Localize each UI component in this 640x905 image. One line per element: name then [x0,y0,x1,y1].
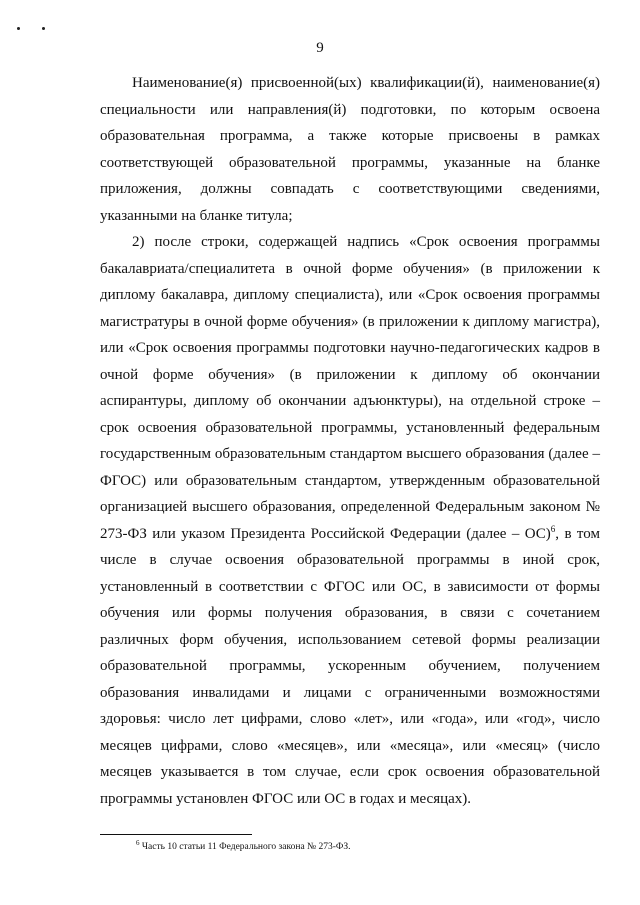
paragraph-qualification-names: Наименование(я) присвоенной(ых) квалификации(й), наименование(я) специальности или направления(й) подготовки, по которым освоена образовательная программа, а также которые присвоены в рамках соответствующей образовательной программы, указанные на бланке приложения, должны совпадать с соответствующими сведениями, указанными на бланке титула; [100,75,600,224]
document-body [100,70,600,812]
footnote-text: Часть 10 статьи 11 Федерального закона № 273-ФЗ. [139,842,351,852]
page-number: 9 [316,40,324,56]
footnote-divider [100,834,252,835]
footnote [136,838,351,853]
footnote-reference[interactable]: 6 [550,523,556,534]
scan-artifact-dot [17,27,20,30]
paragraph-text-before-ref: 2) после строки, содержащей надпись «Срок освоения программы бакалавриата/специалитета в очной форме обучения» (в приложении к диплому бакалавра, диплому специалиста), или «Срок освоения программы магистратуры в очной форме обучения» (в приложении к диплому магистра), или «Срок освоения программы подготовки научно-педагогических кадров в очной форме обучения» (в приложении к диплому об окончании аспирантуры, диплому об окончании адъюнктуры), на отдельной строке – срок освоения образовательной программы, установленный федеральным государственным образовательным стандартом высшего образования (далее – ФГОС) или образовательным стандартом, утвержденным образовательной организацией высшего образования, определенной Федеральным законом № 273-ФЗ или указом Президента Российской Федерации (далее – ОС) [100,234,600,542]
footnote-number: 6 [136,838,140,847]
paragraph-text-after-ref: , в том числе в случае освоения образовательной программы в иной срок, установленный в соответствии с ФГОС или ОС, в зависимости от формы обучения или формы получения образования, в связи с сочетанием различных форм обучения, использованием сетевой формы реализации образовательной программы, ускоренным обучением, получением образования инвалидами и лицами с ограниченными возможностями здоровья: число лет цифрами, слово «лет», или «года», или «год», число месяцев цифрами, слово «месяцев», или «месяца», или «месяц» (число месяцев указывается в том случае, если срок освоения образовательной программы установлен ФГОС или ОС в годах и месяцах). [100,525,600,807]
paragraph-study-duration [100,229,600,812]
scan-artifact-dot [42,27,45,30]
